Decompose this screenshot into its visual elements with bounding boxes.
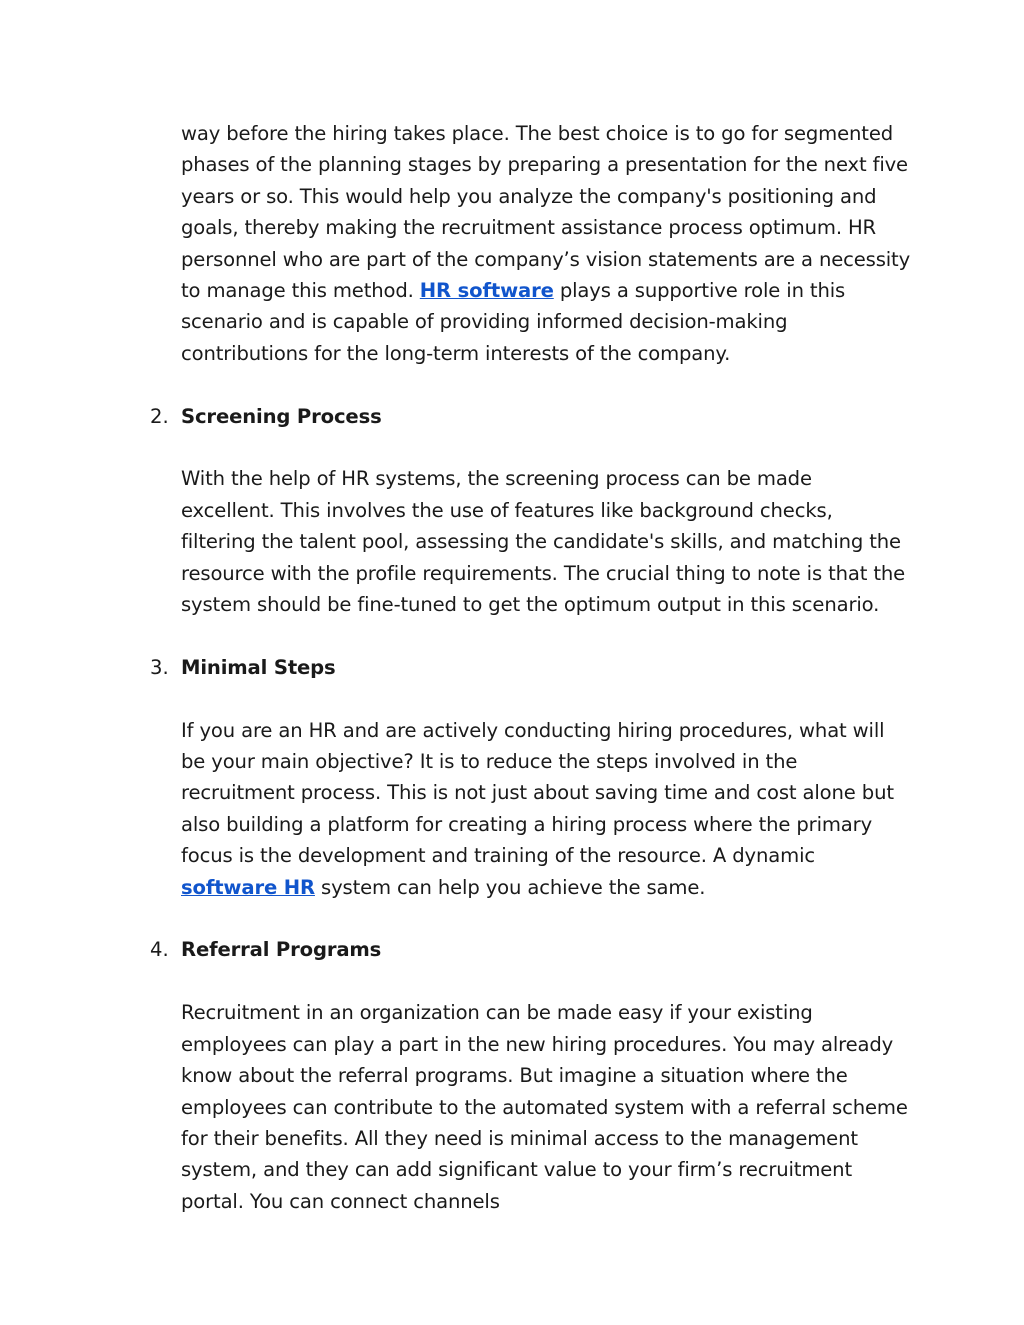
intro-text-after: plays a supportive role in this scenario and is capable of providing informed decision-making contributions for the long-term interests of the company. xyxy=(181,279,846,365)
hr-software-link[interactable]: HR software xyxy=(419,279,554,303)
list-item-number: 4. xyxy=(150,938,169,962)
list-item-number: 2. xyxy=(150,404,169,428)
section-heading-minimal-steps: Minimal Steps xyxy=(181,655,336,679)
list-item-number: 3. xyxy=(150,655,169,679)
intro-text-before: way before the hiring takes place. The best choice is to go for segmented phases of the planning stages by preparing a presentation for the next five years or so. This would help you analyze the company's positioning and goals, thereby making the recruitment assistance process optimum. HR personnel who are part of the company’s vision statements are a necessity to manage this method. xyxy=(181,122,911,303)
document-page xyxy=(150,118,911,1217)
screening-process-paragraph: With the help of HR systems, the screening process can be made excellent. This involves the use of features like background checks, filtering the talent pool, assessing the candidate's skills, and matching the resource with the profile requirements. The crucial thing to note is that the system should be fine-tuned to get the optimum output in this scenario. xyxy=(181,467,906,617)
software-hr-link[interactable]: software HR xyxy=(181,875,315,899)
section-heading-screening-process: Screening Process xyxy=(181,404,382,428)
referral-programs-paragraph: Recruitment in an organization can be made easy if your existing employees can play a part in the new hiring procedures. You may already know about the referral programs. But imagine a situation where the employees can contribute to the automated system with a referral scheme for their benefits. All they need is minimal access to the management system, and they can add significant value to your firm’s recruitment portal. You can connect channels xyxy=(181,1001,908,1213)
list-item-screening-process xyxy=(150,401,911,432)
section-heading-referral-programs: Referral Programs xyxy=(181,938,382,962)
list-item-minimal-steps xyxy=(150,652,911,683)
minimal-steps-text-after: system can help you achieve the same. xyxy=(314,875,706,899)
minimal-steps-paragraph xyxy=(181,715,911,903)
intro-paragraph xyxy=(181,118,911,369)
minimal-steps-text-before: If you are an HR and are actively conducting hiring procedures, what will be your main objective? It is to reduce the steps involved in the recruitment process. This is not just about saving time and cost alone but also building a platform for creating a hiring process where the primary focus is the development and training of the resource. A dynamic xyxy=(181,718,894,868)
list-item-referral-programs xyxy=(150,934,911,965)
